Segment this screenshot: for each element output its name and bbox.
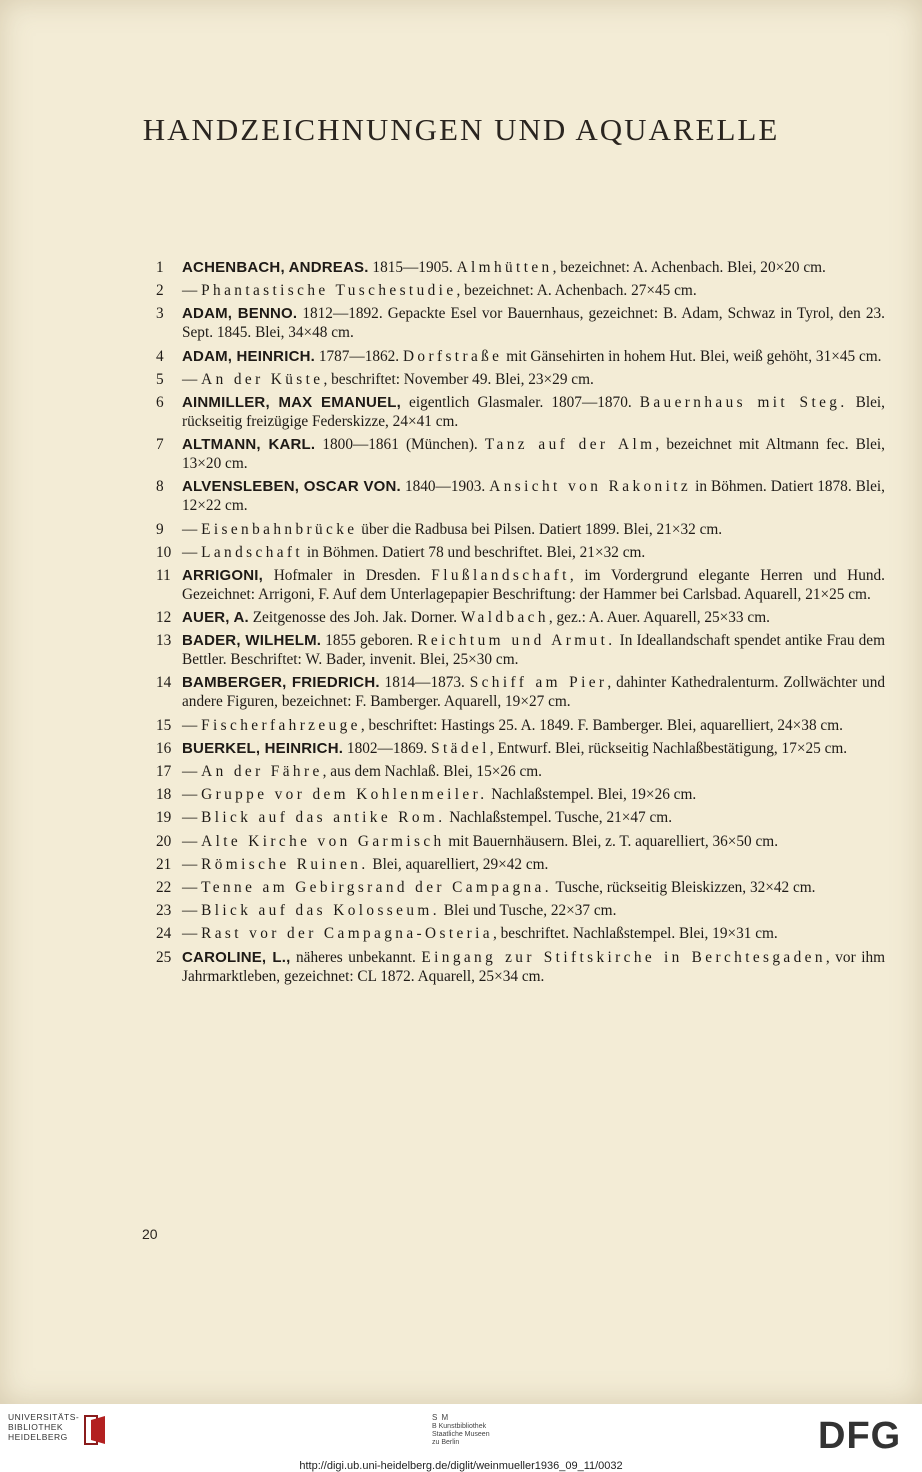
catalog-entry [140, 808, 885, 827]
entry-number: 10 [156, 543, 172, 561]
entry-dates: — [182, 855, 202, 873]
entry-text [182, 393, 885, 431]
entry-dates: 1855 geboren. [321, 632, 418, 650]
entry-text [182, 304, 885, 342]
ub-heidelberg-logo[interactable] [8, 1412, 109, 1446]
entry-number: 6 [156, 393, 164, 411]
entry-dates: 1802—1869. [343, 739, 432, 757]
entry-artist: ADAM, HEINRICH. [182, 347, 315, 365]
entry-artist: ALVENSLEBEN, OSCAR VON. [182, 478, 401, 496]
catalog-entry [140, 347, 885, 366]
catalog-entry [140, 673, 885, 711]
entry-description: , bezeichnet: A. Achenbach. Blei, 20×20 cm. [552, 259, 826, 276]
entry-text [182, 785, 885, 804]
catalog-entry [140, 520, 885, 539]
entry-title: Landschaft [201, 543, 304, 561]
entry-description: mit Gänsehirten in hohem Hut. Blei, weiß gehöht, 31×45 cm. [502, 347, 882, 365]
entry-title: Phantastische Tuschestudie [201, 282, 457, 300]
catalog-entry [140, 716, 885, 735]
entry-dates: Hofmaler in Dresden. [262, 566, 432, 584]
entry-text [182, 855, 885, 874]
catalog-entry [140, 566, 885, 604]
entry-title: Fischerfahrzeuge [201, 716, 361, 734]
entry-text [182, 716, 885, 735]
entry-title: An der Küste [201, 370, 324, 388]
entry-description: , Entwurf. Blei, rückseitig Nachlaßbestätigung, 17×25 cm. [489, 739, 848, 757]
entry-dates: — [182, 902, 202, 920]
catalog-entry [140, 785, 885, 804]
entry-description: Blei, rückseitig freizügige Federskizze, 24×41 cm. [182, 393, 885, 430]
catalog-entry [140, 631, 885, 669]
entry-number: 20 [156, 832, 172, 850]
entry-description: Tusche, rückseitig Bleiskizzen, 32×42 cm. [551, 878, 816, 896]
entry-title: Flußlandschaft [431, 566, 570, 584]
entry-number: 13 [156, 632, 172, 650]
entry-dates: — [182, 925, 202, 943]
entry-dates: — [182, 282, 202, 300]
entry-description: , beschriftet: November 49. Blei, 23×29 cm. [323, 370, 594, 388]
entry-description: Nachlaßstempel. Tusche, 21×47 cm. [445, 809, 673, 827]
entry-number: 12 [156, 609, 172, 627]
entry-text [182, 608, 885, 627]
entry-artist: BADER, WILHELM. [182, 632, 322, 650]
entry-title: Blick auf das antike Rom. [201, 809, 446, 827]
entry-number: 9 [156, 520, 164, 538]
catalog-entry [140, 878, 885, 897]
entry-text [182, 901, 885, 920]
entry-title: Rast vor der Campagna-Osteria [201, 925, 493, 943]
entry-dates: Zeitgenosse des Joh. Jak. Dorner. [248, 609, 461, 627]
ub-logo-text [8, 1412, 79, 1442]
entry-number: 7 [156, 436, 164, 454]
entry-dates: — [182, 786, 202, 804]
entry-dates: 1787—1862. [315, 347, 403, 365]
entry-description: , im Vordergrund elegante Herren und Hund. Gezeichnet: Arrigoni, F. Auf dem Unterlagepapier Beschriftung: der Hammer bei Carlsbad. Aquarell, 21×25 cm. [182, 566, 885, 603]
entry-dates: 1812—1892. [297, 305, 388, 323]
entry-number: 21 [156, 855, 172, 873]
sm-line-2: Staatliche Museen [432, 1431, 490, 1438]
catalog-entry [140, 281, 885, 300]
entry-title: Tanz auf der Alm [484, 436, 656, 454]
entry-description: , gez.: A. Auer. Aquarell, 25×33 cm. [548, 609, 770, 627]
entry-title: Eisenbahnbrücke [201, 520, 358, 538]
entry-text [182, 543, 885, 562]
catalog-entry [140, 477, 885, 515]
entry-dates: 1815—1905. [368, 259, 457, 276]
entry-description: , beschriftet. Nachlaßstempel. Blei, 19×31 cm. [493, 925, 778, 943]
entry-number: 22 [156, 878, 172, 896]
entry-title: Eingang zur Stiftskirche in Berchtesgaden [421, 948, 826, 966]
entry-artist: AINMILLER, MAX EMANUEL, [182, 393, 401, 411]
viewer-footer [0, 1404, 922, 1472]
sm-title: S M [432, 1413, 450, 1422]
entry-number: 23 [156, 902, 172, 920]
sm-line-1: B Kunstbibliothek [432, 1423, 487, 1430]
entry-title: Schiff am Pier [469, 674, 608, 692]
entry-artist: BUERKEL, HEINRICH. [182, 739, 344, 757]
entry-number: 1 [156, 259, 164, 276]
entry-title: Dorfstraße [402, 347, 503, 365]
entry-text [182, 832, 885, 851]
catalog-entry [140, 258, 885, 277]
entry-description: , aus dem Nachlaß. Blei, 15×26 cm. [322, 763, 542, 780]
entry-number: 16 [156, 739, 172, 757]
entry-description: Blei und Tusche, 22×37 cm. [439, 902, 617, 920]
entry-text [182, 281, 885, 300]
entry-artist: AUER, A. [182, 609, 249, 627]
entry-description: In Ideallandschaft spendet antike Frau dem Bettler. Beschriftet: W. Bader, invenit. Blei, 25×30 cm. [182, 632, 885, 669]
entry-dates: — [182, 370, 202, 388]
entry-artist: ALTMANN, KARL. [182, 436, 316, 454]
entry-number: 11 [156, 566, 171, 584]
entry-number: 24 [156, 925, 172, 943]
entry-number: 5 [156, 370, 164, 388]
entry-dates: — [182, 763, 202, 780]
entry-description: , dahinter Kathedralenturm. Zollwächter und andere Figuren, bezeichnet: F. Bamberger. Aquarell, 19×27 cm. [182, 674, 886, 711]
entry-title: Römische Ruinen. [201, 855, 369, 873]
entry-text [182, 631, 885, 669]
entry-text [182, 520, 885, 539]
source-url[interactable]: http://digi.ub.uni-heidelberg.de/diglit/weinmueller1936_09_11/0032 [299, 1460, 623, 1472]
entry-title: Waldbach [460, 609, 549, 627]
entry-number: 4 [156, 347, 164, 365]
entry-number: 17 [156, 763, 172, 780]
entry-dates: — [182, 716, 202, 734]
entry-dates: — [182, 832, 202, 850]
entry-number: 3 [156, 305, 164, 323]
entry-description: , vor ihm Jahrmarktleben, gezeichnet: CL 1872. Aquarell, 25×34 cm. [182, 948, 886, 985]
entry-description: über die Radbusa bei Pilsen. Datiert 1899. Blei, 21×32 cm. [357, 520, 723, 538]
entry-number: 14 [156, 674, 172, 692]
page-heading: HANDZEICHNUNGEN UND AQUARELLE [142, 112, 780, 147]
entry-artist: ACHENBACH, ANDREAS. [182, 259, 369, 276]
entry-title: Tenne am Gebirgsrand der Campagna. [201, 878, 552, 896]
entry-description: , beschriftet: Hastings 25. A. 1849. F. Bamberger. Blei, aquarelliert, 24×38 cm. [360, 716, 843, 734]
catalog-entry [140, 435, 885, 473]
catalog-entry [140, 901, 885, 920]
entry-text [182, 370, 885, 389]
entry-dates: 1814—1873. [379, 674, 470, 692]
dfg-logo[interactable]: DFG [818, 1415, 902, 1457]
entry-artist: CAROLINE, L., [182, 948, 291, 966]
entry-text [182, 924, 885, 943]
catalog-entry [140, 739, 885, 758]
entry-description: mit Bauernhäusern. Blei, z. T. aquarelliert, 36×50 cm. [444, 832, 779, 850]
entry-dates: näheres unbekannt. [290, 948, 422, 966]
entry-text [182, 347, 885, 366]
catalog-entry [140, 924, 885, 943]
entry-number: 15 [156, 716, 172, 734]
page-number: 20 [142, 1226, 158, 1242]
entry-title: Alte Kirche von Garmisch [201, 832, 445, 850]
entry-dates: eigentlich Glasmaler. 1807—1870. [400, 393, 640, 411]
entry-title: Blick auf das Kolosseum. [201, 902, 440, 920]
entry-title: Ansicht von Rakonitz [489, 478, 692, 496]
entry-text [182, 948, 885, 986]
entry-text [182, 762, 885, 781]
entry-dates: — [182, 878, 202, 896]
entry-text [182, 808, 885, 827]
catalog-entries [140, 258, 885, 990]
catalog-entry [140, 762, 885, 781]
entry-artist: ARRIGONI, [182, 566, 263, 584]
entry-dates: — [182, 809, 202, 827]
ub-line-1: UNIVERSITÄTS- [8, 1412, 80, 1422]
entry-description: , bezeichnet: A. Achenbach. 27×45 cm. [456, 282, 697, 300]
entry-number: 2 [156, 282, 164, 300]
entry-text [182, 566, 885, 604]
entry-text [182, 258, 885, 277]
catalog-entry [140, 543, 885, 562]
ub-line-3: HEIDELBERG [8, 1432, 68, 1442]
entry-number: 18 [156, 786, 172, 804]
entry-dates: — [182, 520, 202, 538]
entry-text [182, 477, 885, 515]
entry-text [182, 435, 885, 473]
entry-text [182, 673, 885, 711]
catalog-entry [140, 948, 885, 986]
entry-dates: 1800—1861 (München). [315, 436, 485, 454]
entry-title: Bauernhaus mit Steg. [639, 393, 848, 411]
catalog-entry [140, 393, 885, 431]
entry-title: An der Fähre [201, 763, 323, 780]
catalog-entry [140, 608, 885, 627]
catalog-entry [140, 370, 885, 389]
entry-number: 19 [156, 809, 172, 827]
entry-dates: — [182, 543, 202, 561]
entry-description: Gepackte Esel vor Bauernhaus, gezeichnet: B. Adam, Schwaz in Tyrol, den 23. Sept. 1845. Blei, 34×48 cm. [182, 305, 885, 342]
entry-text [182, 878, 885, 897]
entry-description: , bezeichnet mit Altmann fec. Blei, 13×20 cm. [182, 436, 885, 473]
entry-number: 8 [156, 478, 164, 496]
entry-artist: BAMBERGER, FRIEDRICH. [182, 674, 380, 692]
catalog-entry [140, 832, 885, 851]
entry-description: in Böhmen. Datiert 78 und beschriftet. Blei, 21×32 cm. [303, 543, 646, 561]
entry-description: Blei, aquarelliert, 29×42 cm. [368, 855, 549, 873]
entry-title: Almhütten [456, 259, 553, 276]
entry-dates: 1840—1903. [400, 478, 490, 496]
entry-artist: ADAM, BENNO. [182, 305, 298, 323]
ub-line-2: BIBLIOTHEK [8, 1422, 64, 1432]
entry-text [182, 739, 885, 758]
entry-description: Nachlaßstempel. Blei, 19×26 cm. [487, 786, 697, 804]
entry-title: Städel [431, 739, 490, 757]
entry-number: 25 [156, 948, 172, 966]
catalog-entry [140, 304, 885, 342]
catalog-entry [140, 855, 885, 874]
sm-kunstbibliothek-logo[interactable] [432, 1414, 490, 1447]
entry-description: in Böhmen. Datiert 1878. Blei, 12×22 cm. [182, 478, 885, 515]
sm-line-3: zu Berlin [432, 1439, 460, 1446]
entry-title: Gruppe vor dem Kohlenmeiler. [201, 786, 488, 804]
ub-emblem-icon [83, 1414, 109, 1446]
entry-title: Reichtum und Armut. [417, 632, 616, 650]
